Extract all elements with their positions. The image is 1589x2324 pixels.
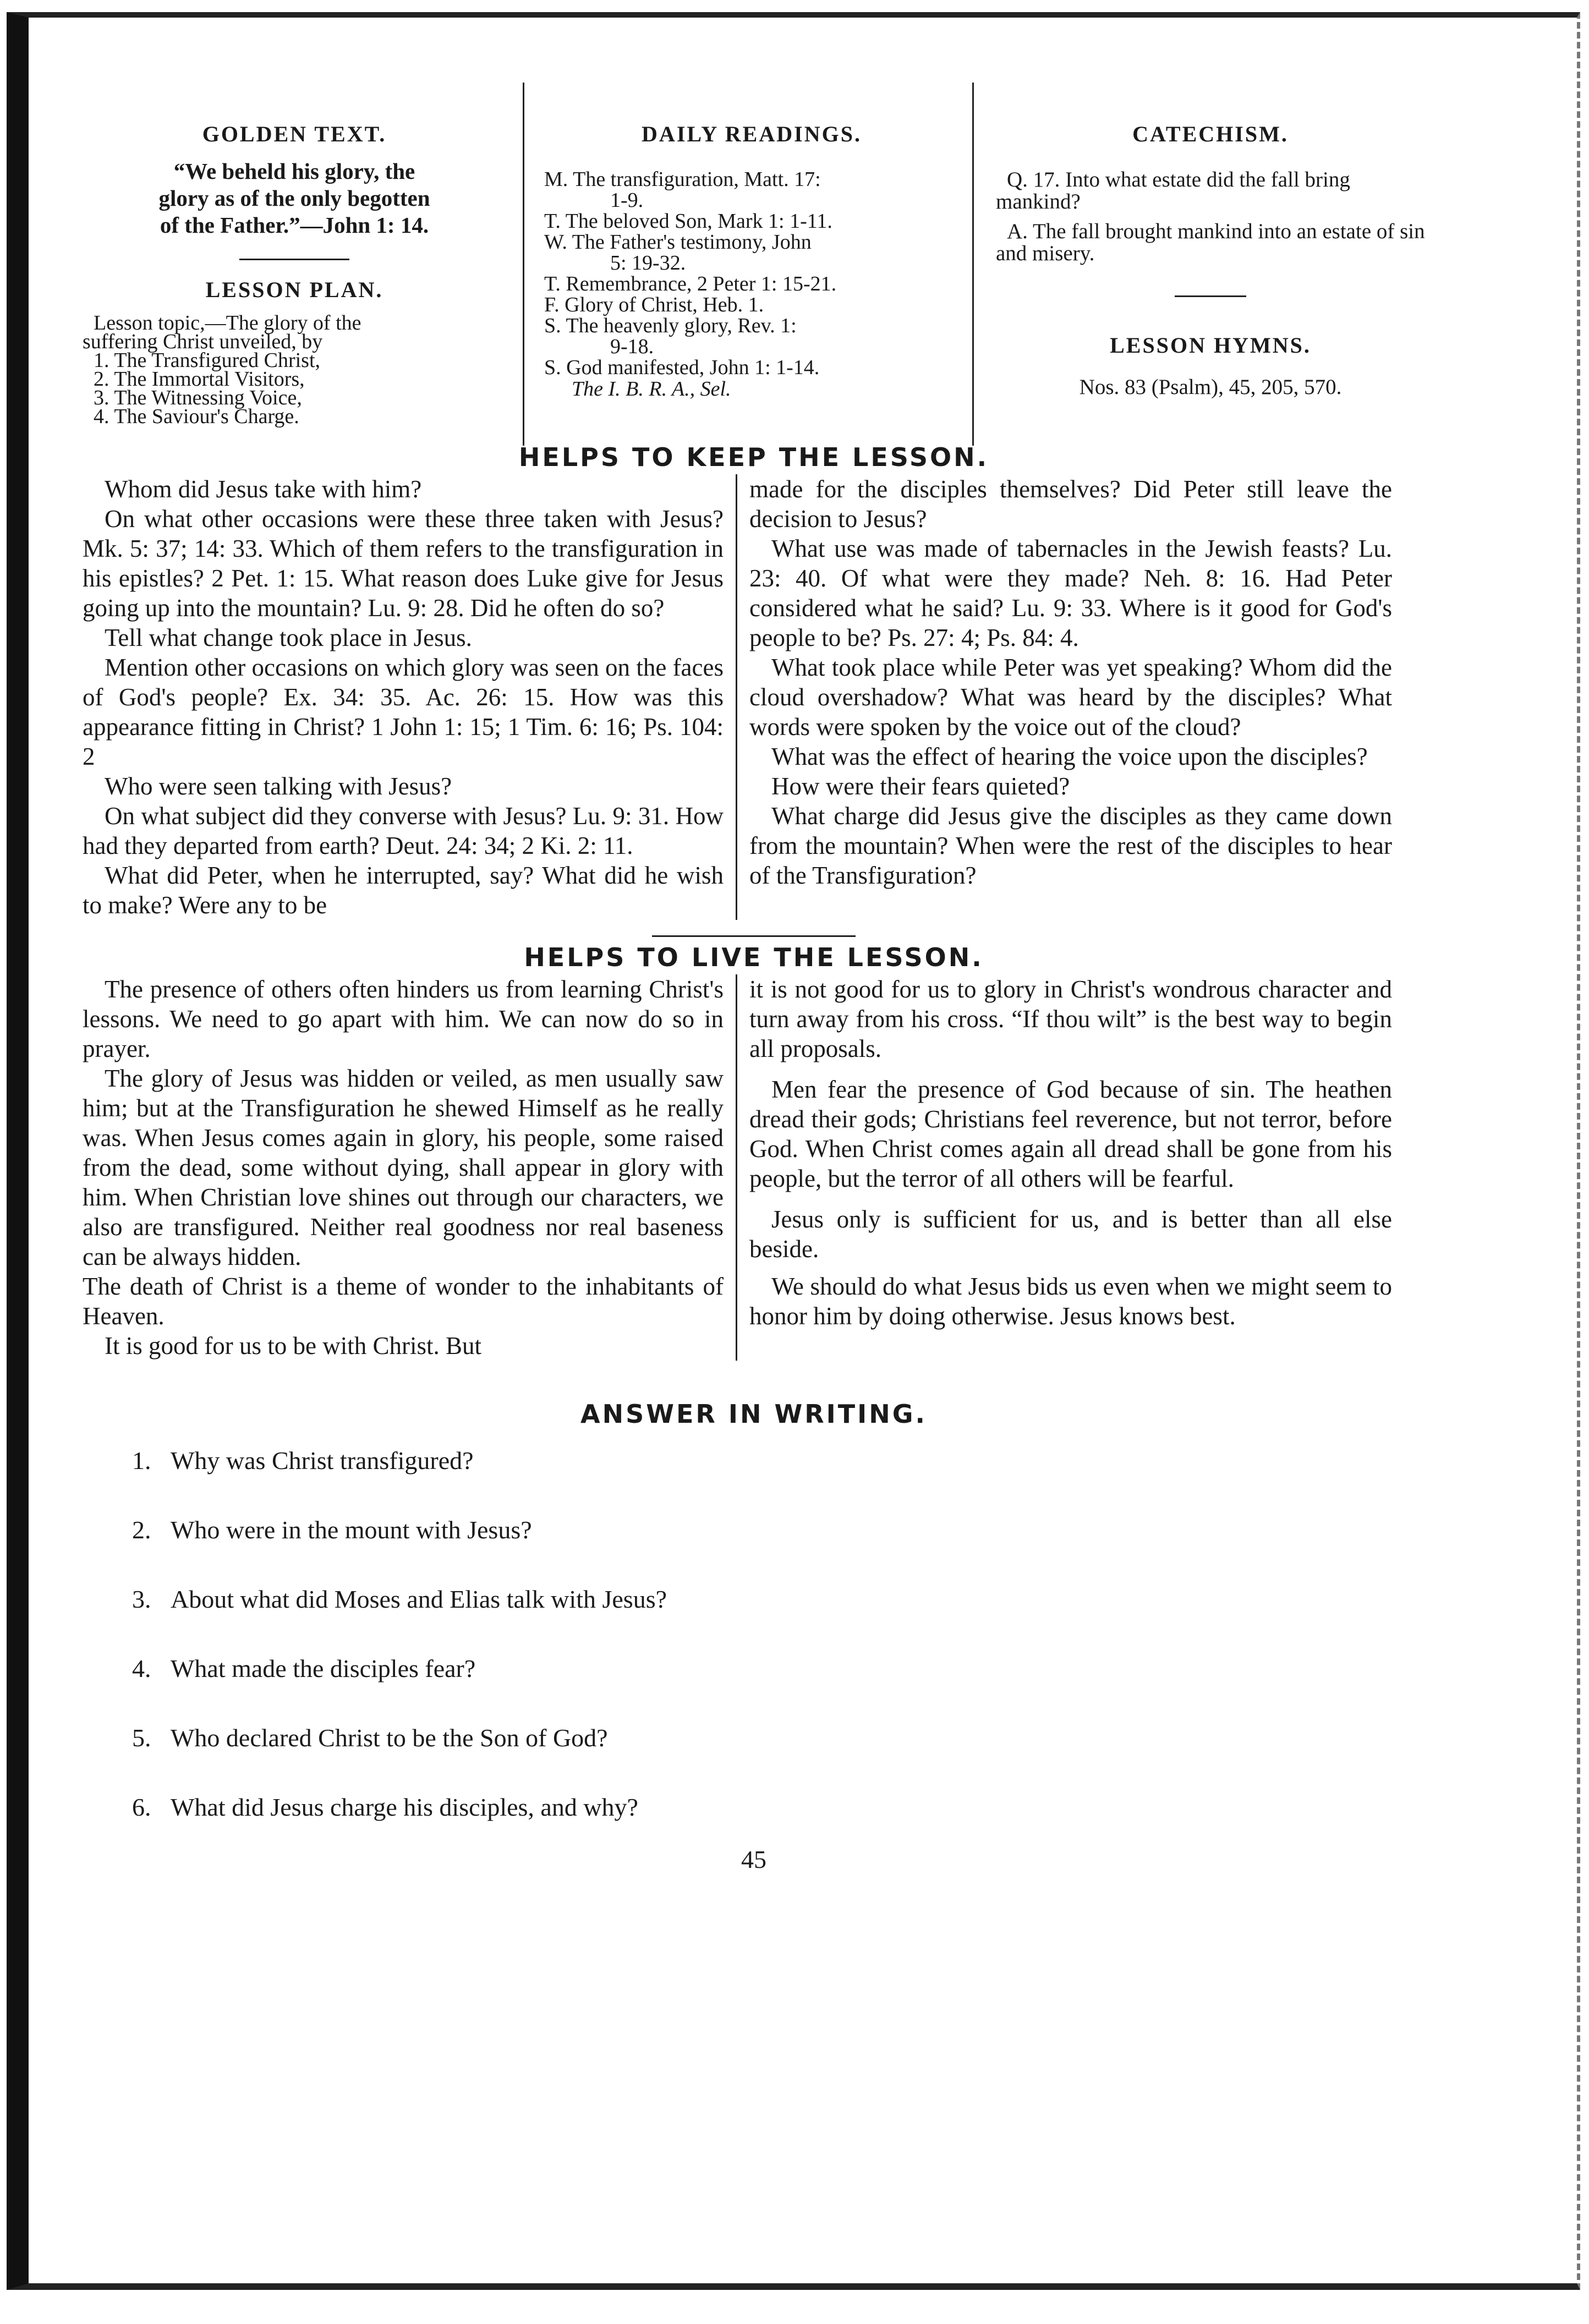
paragraph: On what other occasions were these three taken with Jesus? Mk. 5: 37; 14: 33. Which of them refers to the transfiguration in his epistles? 2 Pet. 1: 15. What reason does Luke give for Jesus going up into the mountain? Lu. 9: 28. Did he often do so? bbox=[83, 505, 724, 622]
question-item: 6. What did Jesus charge his disciples, and why? bbox=[132, 1793, 638, 1821]
paragraph: On what subject did they converse with Jesus? Lu. 9: 31. How had they departed from earth? Deut. 24: 34; 2 Ki. 2: 11. bbox=[83, 802, 724, 859]
paragraph: Mention other occasions on which glory was seen on the faces of God's people? Ex. 34: 35. Ac. 26: 15. How was this appearance fitting in Christ? 1 John 1: 15; 1 Tim. 6: 16; Ps. 104: 2 bbox=[83, 654, 724, 770]
paragraph: What took place while Peter was yet speaking? Whom did the cloud overshadow? What was heard by the disciples? What words were spoken by the voice out of the cloud? bbox=[749, 654, 1392, 741]
paragraph: made for the disciples themselves? Did Peter still leave the decision to Jesus? bbox=[749, 475, 1392, 533]
daily-readings-column bbox=[523, 83, 974, 446]
daily-readings-heading: DAILY READINGS. bbox=[642, 122, 862, 146]
paragraph: The glory of Jesus was hidden or veiled, as men usually saw him; but at the Transfiguration he shewed Himself as he really was. When Jesus comes again in glory, his people, some raised from the dead, some without dying, shall appear in glory with him. When Christian love shines out through our characters, we also are transfigured. Neither real goodness nor real baseness can be always hidden. bbox=[83, 1065, 724, 1270]
catechism-heading: CATECHISM. bbox=[1132, 122, 1289, 146]
daily-readings-list bbox=[544, 169, 959, 400]
reading-item: W. The Father's testimony, John 5: 19-32. bbox=[544, 231, 812, 275]
paragraph: How were their fears quieted? bbox=[771, 772, 1070, 800]
divider bbox=[652, 935, 856, 937]
reading-item: S. God manifested, John 1: 1-14. bbox=[544, 356, 820, 379]
question-item: 3. About what did Moses and Elias talk with Jesus? bbox=[132, 1585, 667, 1613]
reading-item: F. Glory of Christ, Heb. 1. bbox=[544, 293, 764, 316]
catechism-column bbox=[974, 83, 1425, 446]
paragraph: It is good for us to be with Christ. But bbox=[105, 1332, 481, 1360]
lesson-header-columns bbox=[83, 83, 1425, 446]
question-item: 1. Why was Christ transfigured? bbox=[132, 1446, 474, 1475]
paragraph: What was the effect of hearing the voice upon the disciples? bbox=[771, 743, 1368, 770]
paragraph: The presence of others often hinders us from learning Christ's lessons. We need to go apart with him. We can now do so in prayer. bbox=[83, 975, 724, 1062]
reading-item: T. The beloved Son, Mark 1: 1-11. bbox=[544, 210, 832, 233]
page-number: 45 bbox=[741, 1845, 766, 1873]
paragraph: Jesus only is sufficient for us, and is better than all else beside. bbox=[749, 1205, 1392, 1263]
helps-live-left-column bbox=[83, 974, 737, 1361]
paragraph: Who were seen talking with Jesus? bbox=[105, 772, 452, 800]
reading-item: T. Remembrance, 2 Peter 1: 15-21. bbox=[544, 272, 837, 295]
helps-keep-right-column bbox=[737, 474, 1392, 920]
question-item: 2. Who were in the mount with Jesus? bbox=[132, 1516, 532, 1544]
helps-live-body bbox=[83, 974, 1425, 1361]
lesson-plan-heading: LESSON PLAN. bbox=[205, 277, 383, 302]
answer-writing-questions bbox=[83, 1445, 1425, 1861]
helps-keep-body bbox=[83, 474, 1425, 920]
page-content bbox=[83, 83, 1425, 1874]
helps-keep-title: HELPS TO KEEP THE LESSON. bbox=[518, 442, 989, 472]
readings-signature: The I. B. R. A., Sel. bbox=[572, 377, 731, 401]
paragraph: What use was made of tabernacles in the Jewish feasts? Lu. 23: 40. Of what were they made? Neh. 8: 16. Had Peter considered what he said? Lu. 9: 33. Where is it good for God's people to be? Ps. 27: 4; Ps. 84: 4. bbox=[749, 535, 1392, 651]
paragraph: What charge did Jesus give the disciples as they came down from the mountain? When were the rest of the disciples to hear of the Transfiguration? bbox=[749, 802, 1392, 889]
helps-live-right-column bbox=[737, 974, 1392, 1361]
paragraph: We should do what Jesus bids us even when we might seem to honor him by doing otherwise. Jesus knows best. bbox=[749, 1273, 1392, 1330]
paragraph: Men fear the presence of God because of sin. The heathen dread their gods; Christians feel reverence, but not terror, before God. When Christ comes again all dread shall be gone from his people, but the terror of all others will be fearful. bbox=[749, 1076, 1392, 1192]
helps-keep-left-column bbox=[83, 474, 737, 920]
lesson-hymns-heading: LESSON HYMNS. bbox=[1110, 333, 1311, 358]
golden-text-heading: GOLDEN TEXT. bbox=[202, 122, 387, 146]
lesson-hymns-numbers: Nos. 83 (Psalm), 45, 205, 570. bbox=[1079, 375, 1342, 399]
divider bbox=[1175, 295, 1246, 297]
paragraph: it is not good for us to glory in Christ's wondrous character and turn away from his cross. “If thou wilt” is the best way to begin all proposals. bbox=[749, 975, 1392, 1062]
lesson-plan: Lesson topic,—The glory of the suffering Christ unveiled, by 1. The Transfigured Christ, 2. The Immortal Visitors, 3. The Witnessing Voice, 4. The Saviour's Charge. bbox=[83, 311, 361, 428]
paragraph: Whom did Jesus take with him? bbox=[105, 475, 422, 503]
reading-item: S. The heavenly glory, Rev. 1: 9-18. bbox=[544, 314, 797, 358]
paragraph: Tell what change took place in Jesus. bbox=[105, 624, 472, 651]
catechism-question: Q. 17. Into what estate did the fall bring mankind? bbox=[996, 168, 1350, 213]
paragraph: What did Peter, when he interrupted, say? What did he wish to make? Were any to be bbox=[83, 862, 724, 919]
paragraph: The death of Christ is a theme of wonder to the inhabitants of Heaven. bbox=[83, 1273, 724, 1330]
helps-live-title: HELPS TO LIVE THE LESSON. bbox=[524, 942, 984, 972]
golden-text-column bbox=[83, 83, 523, 446]
catechism-answer: A. The fall brought mankind into an estate of sin and misery. bbox=[996, 220, 1425, 265]
answer-writing-title: ANSWER IN WRITING. bbox=[580, 1399, 927, 1429]
catechism-text bbox=[996, 169, 1425, 265]
question-item: 4. What made the disciples fear? bbox=[132, 1654, 476, 1682]
divider bbox=[239, 259, 349, 260]
reading-item: M. The transfiguration, Matt. 17: 1-9. bbox=[544, 168, 821, 212]
question-item: 5. Who declared Christ to be the Son of God? bbox=[132, 1724, 608, 1752]
golden-text-quote: “We beheld his glory, the glory as of the only begotten of the Father.”—John 1: 14. bbox=[158, 158, 430, 238]
